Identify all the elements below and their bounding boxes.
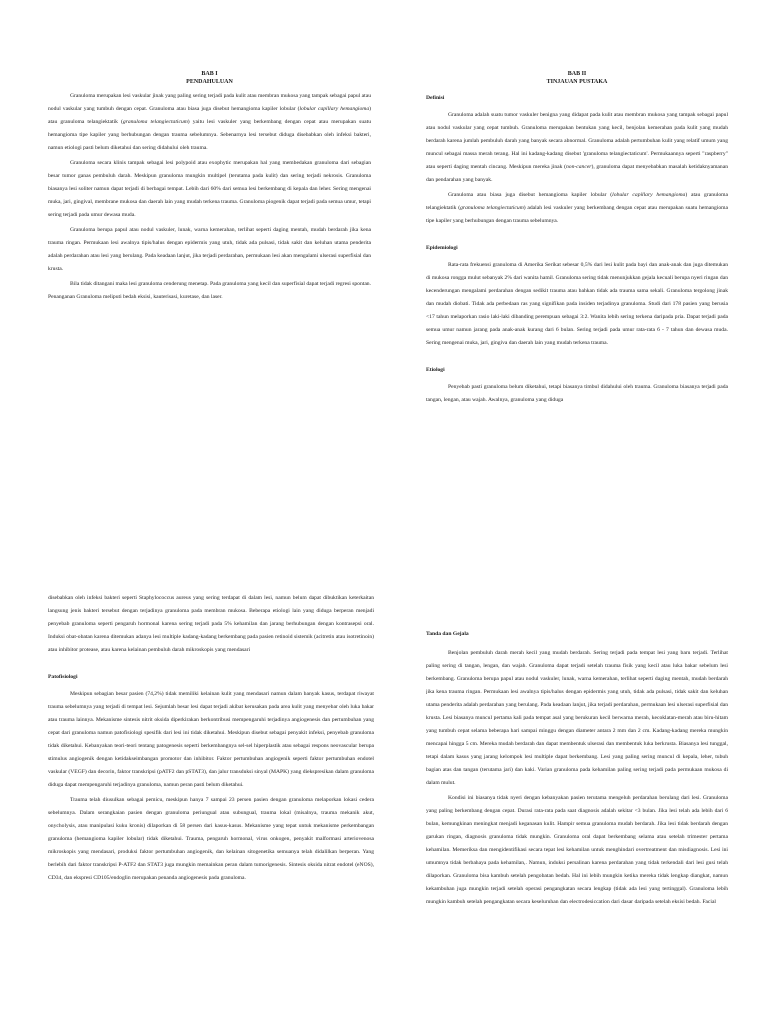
paragraph: Granuloma atau biasa juga disebut hemangioma kapiler lobular (lobular capillary hemangioma) atau granuloma telangiektatik (granuloma telangiectaticum) adalah lesi vaskuler yang berkembang dengan cepat atau merupakan suatu hemangioma tipe kapiler yang berhubungan dengan trauma sebelumnya. bbox=[426, 192, 728, 224]
chapter-number: BAB I bbox=[201, 71, 218, 77]
page-bab-2 bbox=[426, 70, 728, 470]
paragraph: Kondisi ini biasanya tidak nyeri dengan kebanyakan pasien terutama mengeluh perdarahan berulang dari lesi. Granuloma yang paling berkembang dengan cepat. Durasi rata-rata pada saat diagnosis adalah sekitar <3 bulan. Jika lesi telah ada lebih dari 6 bulan, kemungkinan meningkat menjadi keganasan kulit. Hampir semua granuloma mudah berdarah. Jika lesi tidak berdarah dengan garukan ringan, diagnosis granuloma tidak mungkin. Granuloma oral dapat berkembang selama atau setelah trimester pertama kehamilan. Memeriksa dan mengidentifikasi secara tepat lesi kehamilan untuk menghindari overtreatment dan misdiagnosis. Lesi ini umumnya tidak berbahaya pada kehamilan,. Namun, induksi persalinan karena perdarahan yang tidak terkendali dari lesi gusi telah dilaporkan. Granuloma bisa kambuh setelah pengobatan bedah. Hal ini lebih mungkin ketika mereka tidak lengkap diangkat, namun kekambuhan juga mungkin terjadi setelah operasi pengangkatan secara lengkap (tidak ada lesi yang tertinggal). Granuloma lebih mungkin kambuh setelah pengangkatan secara keseluruhan dan electrodesiccation dari dasar daripada setelah eksisi bedah. Facial bbox=[426, 795, 728, 905]
page-patofisiologi bbox=[48, 592, 374, 1016]
paragraph: Granuloma secara klinis tampak sebagai lesi polypoid atau exophytic merupakan hal yang membedakan granuloma dari sebagian besar tumor ganas pembuluh darah. Meskipun granuloma mungkin multipel (terutama pada kulit) dan sering terjadi nekrosis. Granuloma biasanya lesi soliter namun dapat terjadi di berbagai tempat. Lebih dari 60% dari semua lesi berkembang di kepala dan leher. Sering mengenai muka, jari, gingival, membrane mukosa dan daerah lain yang mudah terkena trauma. Granuloma piogenik dapat terjadi pada semua umur, tetapi sering terjadi pada umur dewasa muda. bbox=[48, 160, 371, 218]
paragraph: Rata-rata frekuensi granuloma di Amerika Serikat sebesar 0,5% dari lesi kulit pada bayi dan anak-anak dan juga ditemukan di mukosa rongga mulut sebanyak 2% dari wanita hamil. Granuloma sering tidak menunjukkan gejala kecuali berupa nyeri ringan dan kecenderungan mengalami perdarahan dengan sedikit trauma atau bahkan tidak ada trauma sama sekali. Granuloma tergolong jinak dan mudah diobati. Tidak ada perbedaan ras yang signifikan pada insiden terjadinya granuloma. Studi dari 178 pasien yang berusia <17 tahun melaporkan rasio laki-laki dibanding perempuan sebagai 3:2. Wanita lebih sering terkena daripada pria. Dapat terjadi pada semua umur namun jarang pada anak-anak kurang dari 6 bulan. Sering terjadi pada umur rata-rata 6 - 7 tahun dan dewasa muda. Sering mengenai muka, jari, gingiva dan daerah lain yang mudah terkena trauma. bbox=[426, 262, 728, 346]
section-heading-etiologi: Etiologi bbox=[426, 367, 445, 373]
paragraph: Trauma telah diusulkan sebagai pemicu, meskipun hanya 7 sampai 23 persen pasien dengan granuloma melaporkan lokasi cedera sebelumnya. Dalam serangkaian pasien dengan granuloma periungual atau subungual, trauma lokal (misalnya, trauma mekanik akut, onycholysis, atau manipulasi kuku kronis) dilaporkan di 58 persen dari kasus-kasus. Mekanisme yang tepat untuk mekanisme perkembangan granuloma (hemangioma kapiler lobular) tidak diketahui. Trauma, pengaruh hormonal, virus onkogen, penyakit malformasi arteriovenosa mikroskopis yang mendasari, produksi faktor pertumbuhan angiogenik, dan kelainan sitogenetika semuanya telah didalilkan berperan. Yang berlebih dari faktor transkripsi P-ATF2 dan STAT3 juga mungkin memainkan peran dalam tumorigenesis. Sintesis oksida nitrat endotel (eNOS), CD34, dan ekspresi CD105/endoglin merupakan penanda angiogenesis pada granuloma. bbox=[48, 797, 374, 881]
section-heading-tanda-gejala: Tanda dan Gejala bbox=[426, 631, 469, 637]
italic-term: non-cancer bbox=[566, 164, 592, 170]
chapter-title: TINJAUAN PUSTAKA bbox=[546, 79, 608, 85]
page-tanda-gejala bbox=[426, 628, 728, 1016]
paragraph: Benjolan pembuluh darah merah kecil yang mudah berdarah. Sering terjadi pada tempat lesi yang baru terjadi. Terlihat paling sering di tangan, lengan, dan wajah. Granuloma dapat terjadi setelah trauma fisik yang kecil atau luka bakar sebelum lesi berkembang. Granuloma berupa papul atau nodul vaskuler, lunak, warna kemerahan, terlihat seperti daging mentah, mudah berdarah jika kena trauma ringan. Permukaan lesi awalnya tipis/halus dengan epidermis yang utuh, tidak ada pulsasi, tidak sakit dan keluhan utama penderita adalah perdarahan yang berulang. Pada keadaan lanjut, jika terjadi perdarahan, permukaan lesi ulserasi superfisial dan krusta. Lesi biasanya muncul pertama kali pada tempat asal yang berukuran kecil berwarna merah, kecoklatan-merah atau biru-hitam yang tumbuh cepat selama beberapa hari sampai minggu dengan diameter antara 2 mm dan 2 cm. Kadang-kadang mereka mungkin mencapai hingga 5 cm. Mereka mudah berdarah dan dapat membentuk ulserasi dan membentuk luka berkrusta. Biasanya lesi tunggal, tetapi dalam kasus yang jarang kelompok lesi multiple dapat berkembang. Lesi yang paling sering muncul di kepala, leher, tubuh bagian atas dan tangan (terutama jari) dan kaki. Varian granuloma pada kehamilan paling sering terjadi pada permukaan mukosa di dalam mulut. bbox=[426, 650, 728, 786]
italic-term: lobular capillary hemangioma bbox=[299, 106, 370, 112]
italic-term: lobular capillary hemangioma bbox=[612, 192, 686, 198]
italic-term: granuloma telangiectaticum bbox=[122, 119, 188, 125]
chapter-number: BAB II bbox=[567, 71, 587, 77]
paragraph: Bila tidak ditangani maka lesi granuloma cenderung menetap. Pada granuloma yang kecil dan superfisial dapat terjadi regresi spontan. Penanganan Granuloma meliputi bedah eksisi, kauterisasi, kuretase, dan laser. bbox=[48, 281, 371, 300]
section-heading-patofisiologi: Patofisiologi bbox=[48, 674, 78, 680]
page-bab-1 bbox=[48, 70, 371, 370]
section-heading-epidemiologi: Epidemiologi bbox=[426, 245, 458, 251]
paragraph: Granuloma berupa papul atau nodul vaskuler, lunak, warna kemerahan, terlihat seperti daging mentah, mudah berdarah jika kena trauma ringan. Permukaan lesi awalnya tipis/halus dengan epidermis yang utuh, tidak ada pulsasi, tidak sakit dan keluhan utama penderita adalah perdarahan atau lesi yang berulang. Pada keadaan lanjut, jika terjadi perdarahan, permukaan lesi akan mengalami ulserasi superfisial dan krusta. bbox=[48, 227, 371, 272]
paragraph: Granuloma adalah suatu tumor vaskuler benigna yang didapat pada kulit atau membran mukosa yang tampak sebagai papul atau nodul vaskular yang cepat tumbuh. Granuloma merupakan bentukan yang kecil, benjolan kemerahan pada kulit yang mudah berdarah karena jumlah pembuluh darah yang banyak secara abnormal. Granuloma adalah pertumbuhan kulit yang relatif umum yang muncul sebagai massa merah terang. Hal ini kadang-kadang disebut 'granuloma telangiectaticum'. Permukaannya seperti "raspberry" atau seperti daging mentah cincang. Meskipun mereka jinak (non-cancer), granuloma dapat menyebabkan masalah ketidaknyamanan dan pendarahan yang banyak. bbox=[426, 112, 728, 183]
paragraph: Penyebab pasti granuloma belum diketahui, tetapi biasanya timbul didahului oleh trauma. Granuloma biasanya terjadi pada tangan, lengan, atau wajah. Awalnya, granuloma yang diduga bbox=[426, 384, 728, 403]
section-heading-definisi: Definisi bbox=[426, 95, 445, 101]
paragraph: Meskipun sebagian besar pasien (74,2%) tidak memiliki kelainan kulit yang mendasari namun dalam banyak kasus, terdapat riwayat trauma sebelumnya yang terjadi di tempat lesi. Sejumlah besar lesi dapat terjadi akibat kerusakan pada area kulit yang menyebar oleh luka bakar atau trauma lainnya. Mekanisme sintesis nitrit oksida diperkirakan berkontribusi mempengaruhi terjadinya angiogenesis dan pertumbuhan yang cepat dari granuloma namun patofisiologi spesifik dari lesi ini tidak diketahui. Meskipun disebut sebagai penyakit infeksi, penyebab granuloma tidak diketahui. Kebanyakan teori-teori tentang patogenesis seperti berkembangnya sel-sel hiperplastik atau sebagai respons neovascular berupa stimulus angiogenik dengan ketidakseimbangan promotor dan inhibitor. Faktor pertumbuhan angiogenik seperti faktor pertumbuhan endotel vaskular (VEGF) dan decorin, faktor transkripsi (pATF2 dan pSTAT3), dan jalur transduksi sinyal (MAPK) yang diekspresikan dalam granuloma diduga dapat mempengaruhi terjadinya granuloma, namun peran pasti belum diketahui. bbox=[48, 691, 374, 788]
paragraph: disebabkan oleh infeksi bakteri seperti Staphylococcus aureus yang sering terdapat di dalam lesi, namun belum dapat dibuktikan keterkaitan langsung jenis bakteri tersebut dengan terjadinya granuloma pada membran mukosa. Beberapa etiologi lain yang diduga berperan menjadi penyebab granuloma seperti pengaruh hormonal karena sering terjadi pada 5% kehamilan dan jarang berhubungan dengan kontrasepsi oral. Induksi obat-obatan karena ditemukan adanya lesi multiple kadang-kadang berkembang pada pasien retinoid sistemik (acitretin atau isotretinoin) atau inhibitor protease, atau karena kelainan pembuluh darah mikroskopis yang mendasari bbox=[48, 595, 374, 653]
paragraph: Granuloma merupakan lesi vaskular jinak yang paling sering terjadi pada kulit atau membran mukosa yang tampak sebagai papul atau nodul vaskular yang tumbuh dengan cepat. Granuloma atau biasa juga disebut hemangioma kapiler lobular (lobular capillary hemangioma) atau granuloma telangiektatik (granuloma telangiectaticum) yaitu lesi vaskuler yang berkembang dengan cepat atau merupakan suatu hemangioma tipe kapiler yang berhubungan dengan trauma sebelumnya. Sebenarnya lesi tersebut diduga disebabkan oleh infeksi bakteri, namun etiologi pasti belum diketahui dan sering didahului oleh trauma. bbox=[48, 93, 371, 151]
italic-term: granuloma telangiectaticum bbox=[460, 205, 524, 211]
chapter-title: PENDAHULUAN bbox=[186, 79, 233, 85]
